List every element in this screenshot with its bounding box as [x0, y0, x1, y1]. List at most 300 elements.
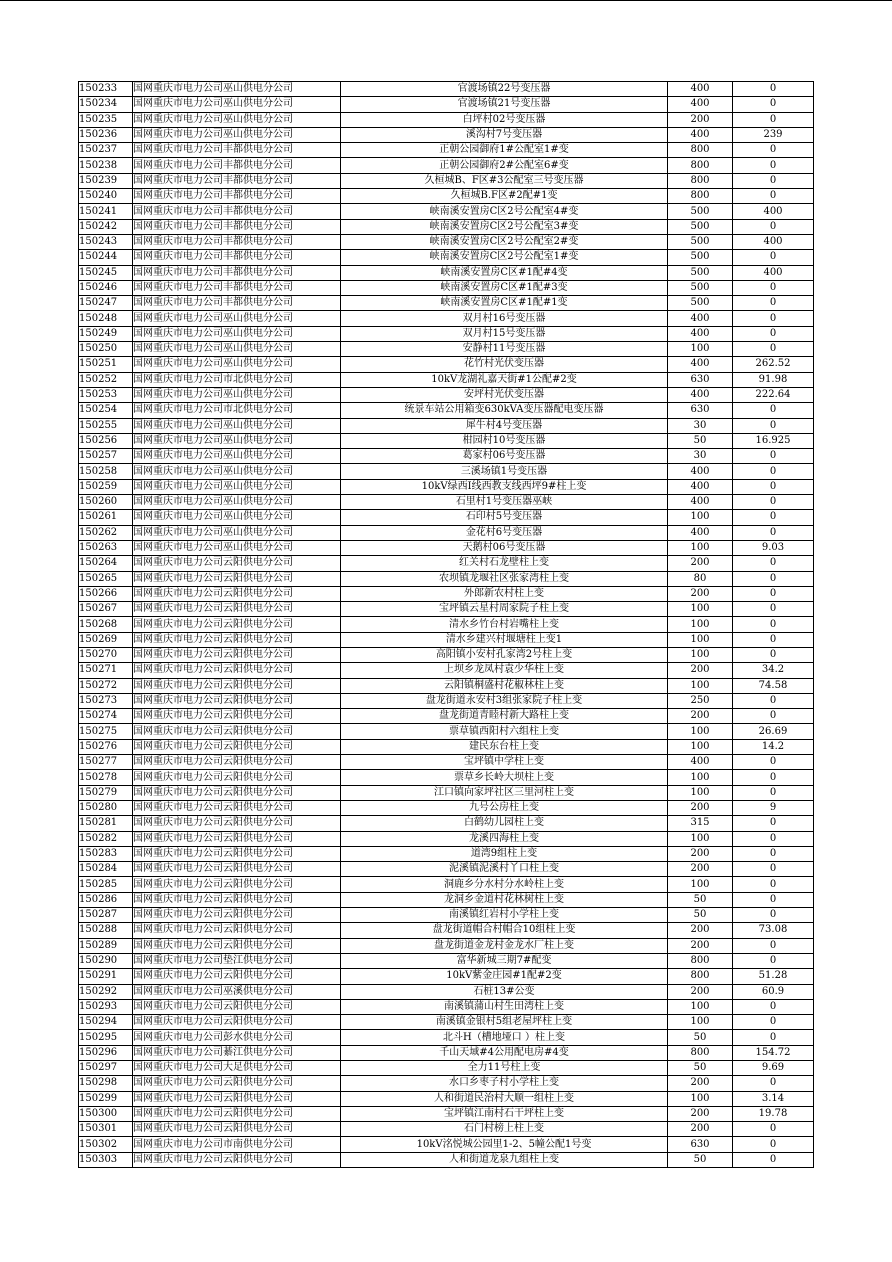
transformer-name-cell: 云阳镇桐盛村花椒林柱上变 [341, 678, 668, 693]
value-cell: 0 [733, 571, 814, 586]
value-cell: 51.28 [733, 969, 814, 984]
capacity-cell: 200 [668, 800, 733, 815]
company-cell: 国网重庆市电力公司市南供电分公司 [133, 1137, 341, 1152]
company-cell: 国网重庆市电力公司巫山供电分公司 [133, 82, 341, 97]
table-row [79, 189, 814, 204]
table-row [79, 495, 814, 510]
value-cell: 0 [733, 938, 814, 953]
capacity-cell: 100 [668, 602, 733, 617]
table-row [79, 1076, 814, 1091]
transformer-name-cell: 金花村6号变压器 [341, 525, 668, 540]
company-cell: 国网重庆市电力公司巫山供电分公司 [133, 495, 341, 510]
table-row [79, 1015, 814, 1030]
transformer-name-cell: 票草镇西阳村六组柱上变 [341, 724, 668, 739]
table-row [79, 709, 814, 724]
capacity-cell: 100 [668, 831, 733, 846]
transformer-name-cell: 盘龙街道永安村3组张家院子柱上变 [341, 693, 668, 708]
value-cell: 91.98 [733, 372, 814, 387]
company-cell: 国网重庆市电力公司丰都供电分公司 [133, 189, 341, 204]
value-cell: 0 [733, 189, 814, 204]
table-row [79, 250, 814, 265]
capacity-cell: 200 [668, 862, 733, 877]
company-cell: 国网重庆市电力公司云阳供电分公司 [133, 739, 341, 754]
company-cell: 国网重庆市电力公司丰都供电分公司 [133, 158, 341, 173]
value-cell: 0 [733, 1152, 814, 1167]
capacity-cell: 100 [668, 877, 733, 892]
company-cell: 国网重庆市电力公司云阳供电分公司 [133, 1122, 341, 1137]
transformer-name-cell: 宝坪镇江南村石干坪柱上变 [341, 1106, 668, 1121]
company-cell: 国网重庆市电力公司云阳供电分公司 [133, 678, 341, 693]
capacity-cell: 400 [668, 479, 733, 494]
row-id-cell: 150256 [79, 433, 133, 448]
transformer-name-cell: 峡南溪安置房C区#1配#3变 [341, 280, 668, 295]
transformer-name-cell: 千山天域#4公用配电房#4变 [341, 1045, 668, 1060]
value-cell: 0 [733, 770, 814, 785]
company-cell: 国网重庆市电力公司巫山供电分公司 [133, 540, 341, 555]
capacity-cell: 630 [668, 403, 733, 418]
capacity-cell: 200 [668, 923, 733, 938]
transformer-name-cell: 峡南溪安置房C区2号公配室1#变 [341, 250, 668, 265]
table-row [79, 387, 814, 402]
company-cell: 国网重庆市电力公司巫山供电分公司 [133, 479, 341, 494]
row-id-cell: 150279 [79, 785, 133, 800]
capacity-cell: 800 [668, 173, 733, 188]
row-id-cell: 150291 [79, 969, 133, 984]
company-cell: 国网重庆市电力公司丰都供电分公司 [133, 219, 341, 234]
table-row [79, 525, 814, 540]
company-cell: 国网重庆市电力公司巫山供电分公司 [133, 311, 341, 326]
capacity-cell: 800 [668, 969, 733, 984]
table-row [79, 770, 814, 785]
table-row [79, 816, 814, 831]
table-row [79, 112, 814, 127]
row-id-cell: 150257 [79, 449, 133, 464]
row-id-cell: 150261 [79, 510, 133, 525]
value-cell: 0 [733, 892, 814, 907]
capacity-cell: 400 [668, 311, 733, 326]
transformer-name-cell: 10kV洺悦城公园里1-2、5幢公配1号变 [341, 1137, 668, 1152]
table-row [79, 158, 814, 173]
row-id-cell: 150250 [79, 342, 133, 357]
table-row [79, 602, 814, 617]
table-row [79, 326, 814, 341]
row-id-cell: 150269 [79, 632, 133, 647]
value-cell: 0 [733, 280, 814, 295]
transformer-name-cell: 久桓城B、F区#3公配室三号变压器 [341, 173, 668, 188]
value-cell: 0 [733, 709, 814, 724]
value-cell: 0 [733, 250, 814, 265]
row-id-cell: 150243 [79, 234, 133, 249]
table-row [79, 1152, 814, 1167]
table-row [79, 984, 814, 999]
capacity-cell: 800 [668, 1045, 733, 1060]
row-id-cell: 150298 [79, 1076, 133, 1091]
table-row [79, 1061, 814, 1076]
company-cell: 国网重庆市电力公司大足供电分公司 [133, 1061, 341, 1076]
capacity-cell: 100 [668, 785, 733, 800]
table-row [79, 556, 814, 571]
capacity-cell: 100 [668, 1015, 733, 1030]
transformer-name-cell: 石桩13#公变 [341, 984, 668, 999]
transformer-name-cell: 建民东台柱上变 [341, 739, 668, 754]
capacity-cell: 200 [668, 1076, 733, 1091]
company-cell: 国网重庆市电力公司云阳供电分公司 [133, 770, 341, 785]
row-id-cell: 150251 [79, 357, 133, 372]
company-cell: 国网重庆市电力公司云阳供电分公司 [133, 709, 341, 724]
value-cell: 0 [733, 449, 814, 464]
value-cell: 262.52 [733, 357, 814, 372]
value-cell: 0 [733, 342, 814, 357]
transformer-name-cell: 统景车站公用箱变630kVA变压器配电变压器 [341, 403, 668, 418]
table-row [79, 663, 814, 678]
capacity-cell: 100 [668, 739, 733, 754]
company-cell: 国网重庆市电力公司巫山供电分公司 [133, 418, 341, 433]
row-id-cell: 150244 [79, 250, 133, 265]
table-row [79, 464, 814, 479]
value-cell: 16.925 [733, 433, 814, 448]
row-id-cell: 150238 [79, 158, 133, 173]
capacity-cell: 500 [668, 280, 733, 295]
company-cell: 国网重庆市电力公司巫山供电分公司 [133, 433, 341, 448]
row-id-cell: 150275 [79, 724, 133, 739]
company-cell: 国网重庆市电力公司市北供电分公司 [133, 403, 341, 418]
capacity-cell: 800 [668, 143, 733, 158]
company-cell: 国网重庆市电力公司云阳供电分公司 [133, 663, 341, 678]
table-row [79, 892, 814, 907]
capacity-cell: 100 [668, 724, 733, 739]
row-id-cell: 150249 [79, 326, 133, 341]
company-cell: 国网重庆市电力公司云阳供电分公司 [133, 724, 341, 739]
value-cell: 19.78 [733, 1106, 814, 1121]
table-row [79, 433, 814, 448]
value-cell: 0 [733, 693, 814, 708]
company-cell: 国网重庆市电力公司云阳供电分公司 [133, 693, 341, 708]
table-row [79, 953, 814, 968]
transformer-name-cell: 上坝乡龙凤村袁少华柱上变 [341, 663, 668, 678]
value-cell: 0 [733, 862, 814, 877]
value-cell: 0 [733, 617, 814, 632]
capacity-cell: 250 [668, 693, 733, 708]
transformer-name-cell: 人和街道龙泉九组柱上变 [341, 1152, 668, 1167]
capacity-cell: 400 [668, 495, 733, 510]
transformer-name-cell: 双月村16号变压器 [341, 311, 668, 326]
company-cell: 国网重庆市电力公司丰都供电分公司 [133, 143, 341, 158]
capacity-cell: 500 [668, 250, 733, 265]
table-row [79, 938, 814, 953]
row-id-cell: 150281 [79, 816, 133, 831]
company-cell: 国网重庆市电力公司丰都供电分公司 [133, 204, 341, 219]
company-cell: 国网重庆市电力公司巫山供电分公司 [133, 510, 341, 525]
table-row [79, 342, 814, 357]
table-row [79, 204, 814, 219]
capacity-cell: 630 [668, 372, 733, 387]
transformer-name-cell: 北斗H（槽地垭口 ）柱上变 [341, 1030, 668, 1045]
table-row [79, 632, 814, 647]
row-id-cell: 150272 [79, 678, 133, 693]
capacity-cell: 50 [668, 1030, 733, 1045]
row-id-cell: 150273 [79, 693, 133, 708]
transformer-name-cell: 峡南溪安置房C区2号公配室3#变 [341, 219, 668, 234]
table-row [79, 999, 814, 1014]
row-id-cell: 150239 [79, 173, 133, 188]
table-row [79, 357, 814, 372]
table-row [79, 403, 814, 418]
table-row [79, 82, 814, 97]
value-cell: 0 [733, 831, 814, 846]
row-id-cell: 150296 [79, 1045, 133, 1060]
company-cell: 国网重庆市电力公司云阳供电分公司 [133, 632, 341, 647]
transformer-name-cell: 盘龙街道青睦村新大路柱上变 [341, 709, 668, 724]
transformer-name-cell: 犀牛村4号变压器 [341, 418, 668, 433]
company-cell: 国网重庆市电力公司丰都供电分公司 [133, 234, 341, 249]
company-cell: 国网重庆市电力公司市北供电分公司 [133, 372, 341, 387]
row-id-cell: 150276 [79, 739, 133, 754]
table-row [79, 265, 814, 280]
capacity-cell: 200 [668, 709, 733, 724]
table-row [79, 755, 814, 770]
company-cell: 国网重庆市电力公司云阳供电分公司 [133, 938, 341, 953]
capacity-cell: 50 [668, 892, 733, 907]
capacity-cell: 200 [668, 586, 733, 601]
transformer-name-cell: 高阳镇小安村孔家湾2号柱上变 [341, 647, 668, 662]
capacity-cell: 630 [668, 1137, 733, 1152]
row-id-cell: 150248 [79, 311, 133, 326]
capacity-cell: 100 [668, 1091, 733, 1106]
row-id-cell: 150283 [79, 846, 133, 861]
capacity-cell: 50 [668, 1152, 733, 1167]
value-cell: 9.03 [733, 540, 814, 555]
value-cell: 0 [733, 1122, 814, 1137]
capacity-cell: 400 [668, 525, 733, 540]
transformer-name-cell: 安坪村光伏变压器 [341, 387, 668, 402]
table-row [79, 1091, 814, 1106]
capacity-cell: 500 [668, 296, 733, 311]
value-cell: 239 [733, 127, 814, 142]
table-row [79, 280, 814, 295]
company-cell: 国网重庆市电力公司云阳供电分公司 [133, 1015, 341, 1030]
value-cell: 0 [733, 296, 814, 311]
table-row [79, 296, 814, 311]
value-cell: 14.2 [733, 739, 814, 754]
company-cell: 国网重庆市电力公司云阳供电分公司 [133, 800, 341, 815]
company-cell: 国网重庆市电力公司巫山供电分公司 [133, 127, 341, 142]
transformer-name-cell: 葛家村06号变压器 [341, 449, 668, 464]
value-cell: 0 [733, 311, 814, 326]
capacity-cell: 30 [668, 418, 733, 433]
row-id-cell: 150297 [79, 1061, 133, 1076]
row-id-cell: 150301 [79, 1122, 133, 1137]
company-cell: 国网重庆市电力公司云阳供电分公司 [133, 647, 341, 662]
capacity-cell: 100 [668, 342, 733, 357]
value-cell: 0 [733, 418, 814, 433]
table-row [79, 693, 814, 708]
value-cell: 3.14 [733, 1091, 814, 1106]
company-cell: 国网重庆市电力公司云阳供电分公司 [133, 1106, 341, 1121]
transformer-name-cell: 洞鹿乡分水村分水岭柱上变 [341, 877, 668, 892]
value-cell: 222.64 [733, 387, 814, 402]
value-cell: 400 [733, 204, 814, 219]
row-id-cell: 150287 [79, 908, 133, 923]
row-id-cell: 150254 [79, 403, 133, 418]
row-id-cell: 150268 [79, 617, 133, 632]
transformer-name-cell: 柑园村10号变压器 [341, 433, 668, 448]
table-row [79, 1106, 814, 1121]
row-id-cell: 150290 [79, 953, 133, 968]
capacity-cell: 200 [668, 556, 733, 571]
transformer-name-cell: 盘龙街道帽合村帽合10组柱上变 [341, 923, 668, 938]
capacity-cell: 500 [668, 219, 733, 234]
transformer-name-cell: 清水乡建兴村堰塘柱上变1 [341, 632, 668, 647]
value-cell: 73.08 [733, 923, 814, 938]
capacity-cell: 50 [668, 908, 733, 923]
company-cell: 国网重庆市电力公司云阳供电分公司 [133, 755, 341, 770]
transformer-name-cell: 峡南溪安置房C区2号公配室2#变 [341, 234, 668, 249]
company-cell: 国网重庆市电力公司云阳供电分公司 [133, 923, 341, 938]
table-row [79, 586, 814, 601]
value-cell: 0 [733, 495, 814, 510]
capacity-cell: 200 [668, 112, 733, 127]
transformer-name-cell: 溪沟村7号变压器 [341, 127, 668, 142]
company-cell: 国网重庆市电力公司丰都供电分公司 [133, 265, 341, 280]
transformer-name-cell: 龙洞乡金道村花林树柱上变 [341, 892, 668, 907]
row-id-cell: 150237 [79, 143, 133, 158]
company-cell: 国网重庆市电力公司云阳供电分公司 [133, 571, 341, 586]
row-id-cell: 150285 [79, 877, 133, 892]
company-cell: 国网重庆市电力公司丰都供电分公司 [133, 296, 341, 311]
capacity-cell: 400 [668, 82, 733, 97]
capacity-cell: 100 [668, 540, 733, 555]
row-id-cell: 150266 [79, 586, 133, 601]
table-row [79, 1122, 814, 1137]
capacity-cell: 400 [668, 326, 733, 341]
value-cell: 0 [733, 755, 814, 770]
table-body [79, 82, 814, 1168]
transformer-name-cell: 南溪镇蒲山村生田湾柱上变 [341, 999, 668, 1014]
row-id-cell: 150267 [79, 602, 133, 617]
row-id-cell: 150242 [79, 219, 133, 234]
capacity-cell: 400 [668, 127, 733, 142]
transformer-name-cell: 石印村5号变压器 [341, 510, 668, 525]
row-id-cell: 150295 [79, 1030, 133, 1045]
table-row [79, 739, 814, 754]
value-cell: 0 [733, 464, 814, 479]
row-id-cell: 150253 [79, 387, 133, 402]
table-row [79, 479, 814, 494]
value-cell: 0 [733, 158, 814, 173]
company-cell: 国网重庆市电力公司彭水供电分公司 [133, 1030, 341, 1045]
transformer-name-cell: 宝坪镇中学柱上变 [341, 755, 668, 770]
row-id-cell: 150241 [79, 204, 133, 219]
transformer-name-cell: 峡南溪安置房C区#1配#4变 [341, 265, 668, 280]
company-cell: 国网重庆市电力公司云阳供电分公司 [133, 602, 341, 617]
row-id-cell: 150246 [79, 280, 133, 295]
capacity-cell: 500 [668, 204, 733, 219]
row-id-cell: 150247 [79, 296, 133, 311]
value-cell: 0 [733, 1137, 814, 1152]
transformer-name-cell: 久桓城B.F区#2配#1变 [341, 189, 668, 204]
capacity-cell: 400 [668, 755, 733, 770]
transformer-name-cell: 石里村1号变压器巫峡 [341, 495, 668, 510]
table-row [79, 969, 814, 984]
value-cell: 400 [733, 265, 814, 280]
top-rule [0, 0, 892, 1]
table-row [79, 617, 814, 632]
capacity-cell: 400 [668, 387, 733, 402]
transformer-table [78, 81, 814, 1168]
company-cell: 国网重庆市电力公司云阳供电分公司 [133, 1152, 341, 1167]
value-cell: 9 [733, 800, 814, 815]
value-cell: 0 [733, 219, 814, 234]
company-cell: 国网重庆市电力公司云阳供电分公司 [133, 892, 341, 907]
row-id-cell: 150299 [79, 1091, 133, 1106]
transformer-name-cell: 盘龙街道金龙村金龙水厂柱上变 [341, 938, 668, 953]
table-row [79, 724, 814, 739]
row-id-cell: 150300 [79, 1106, 133, 1121]
capacity-cell: 800 [668, 953, 733, 968]
table-row [79, 127, 814, 142]
capacity-cell: 200 [668, 663, 733, 678]
transformer-name-cell: 九号公房柱上变 [341, 800, 668, 815]
company-cell: 国网重庆市电力公司巫山供电分公司 [133, 97, 341, 112]
table-row [79, 219, 814, 234]
table-row [79, 143, 814, 158]
row-id-cell: 150303 [79, 1152, 133, 1167]
value-cell: 0 [733, 112, 814, 127]
row-id-cell: 150260 [79, 495, 133, 510]
value-cell: 0 [733, 632, 814, 647]
capacity-cell: 100 [668, 632, 733, 647]
transformer-name-cell: 农坝镇龙堰社区张家湾柱上变 [341, 571, 668, 586]
transformer-name-cell: 峡南溪安置房C区#1配#1变 [341, 296, 668, 311]
transformer-name-cell: 全力11号柱上变 [341, 1061, 668, 1076]
value-cell: 0 [733, 586, 814, 601]
capacity-cell: 800 [668, 189, 733, 204]
transformer-name-cell: 正朝公园御府1#公配室1#变 [341, 143, 668, 158]
table-row [79, 97, 814, 112]
transformer-name-cell: 宝坪镇云星村周家院子柱上变 [341, 602, 668, 617]
value-cell: 0 [733, 602, 814, 617]
transformer-name-cell: 石门村榜上柱上变 [341, 1122, 668, 1137]
capacity-cell: 500 [668, 265, 733, 280]
capacity-cell: 100 [668, 999, 733, 1014]
value-cell: 0 [733, 1015, 814, 1030]
table-row [79, 510, 814, 525]
capacity-cell: 100 [668, 770, 733, 785]
table-row [79, 908, 814, 923]
table-row [79, 1137, 814, 1152]
value-cell: 400 [733, 234, 814, 249]
company-cell: 国网重庆市电力公司巫山供电分公司 [133, 387, 341, 402]
company-cell: 国网重庆市电力公司云阳供电分公司 [133, 846, 341, 861]
transformer-name-cell: 天鹅村06号变压器 [341, 540, 668, 555]
capacity-cell: 50 [668, 433, 733, 448]
row-id-cell: 150289 [79, 938, 133, 953]
transformer-name-cell: 三溪场镇1号变压器 [341, 464, 668, 479]
row-id-cell: 150271 [79, 663, 133, 678]
transformer-name-cell: 白鹤幼儿园柱上变 [341, 816, 668, 831]
transformer-name-cell: 道湾9组柱上变 [341, 846, 668, 861]
row-id-cell: 150274 [79, 709, 133, 724]
capacity-cell: 200 [668, 1122, 733, 1137]
company-cell: 国网重庆市电力公司綦江供电分公司 [133, 1045, 341, 1060]
value-cell: 60.9 [733, 984, 814, 999]
table-row [79, 449, 814, 464]
capacity-cell: 100 [668, 678, 733, 693]
table-row [79, 923, 814, 938]
company-cell: 国网重庆市电力公司云阳供电分公司 [133, 908, 341, 923]
table-row [79, 1030, 814, 1045]
company-cell: 国网重庆市电力公司云阳供电分公司 [133, 1076, 341, 1091]
